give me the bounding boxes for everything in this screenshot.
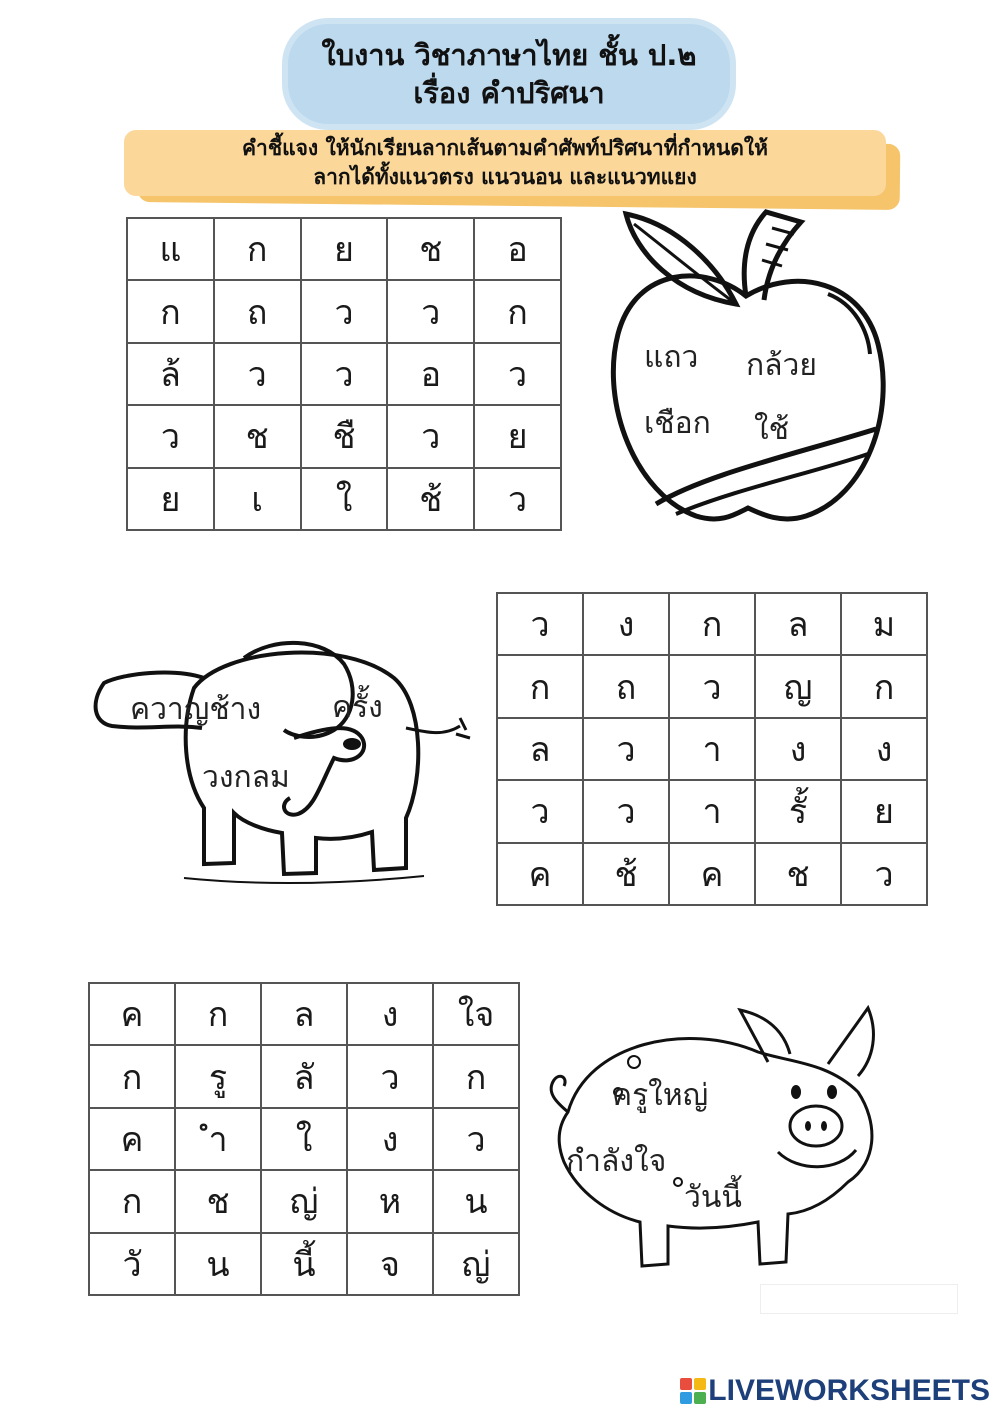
letter-cell[interactable]: ย [841,780,927,842]
puzzle-3-grid[interactable] [88,982,520,1296]
liveworksheets-logo [680,1374,990,1408]
letter-cell[interactable]: ช้ [387,468,474,530]
letter-cell[interactable]: ค [89,983,175,1045]
letter-cell[interactable]: น [175,1233,261,1295]
letter-cell[interactable]: ก [669,593,755,655]
letter-cell[interactable]: ช [755,843,841,905]
letter-cell[interactable]: ง [755,718,841,780]
letter-cell[interactable]: ก [497,655,583,717]
letter-cell[interactable]: ค [89,1108,175,1170]
pig-picture [528,1002,890,1284]
brand-square [694,1392,706,1404]
letter-cell[interactable]: นี้ [261,1233,347,1295]
letter-cell[interactable]: ค [497,843,583,905]
letter-cell[interactable]: ถ [214,280,301,342]
pig-word-2: กำลังใจ [566,1144,667,1179]
letter-cell[interactable]: ว [583,718,669,780]
grid-row [127,343,561,405]
title-banner [288,24,730,124]
letter-cell[interactable]: เ [214,468,301,530]
letter-cell[interactable]: ญ [755,655,841,717]
letter-cell[interactable]: ว [497,780,583,842]
letter-cell[interactable]: จ [347,1233,433,1295]
grid-row [497,718,927,780]
grid-row [497,843,927,905]
letter-cell[interactable]: ว [387,280,474,342]
letter-cell[interactable]: ย [474,405,561,467]
letter-cell[interactable]: ลั [261,1045,347,1107]
letter-cell[interactable]: ว [347,1045,433,1107]
letter-cell[interactable]: ว [669,655,755,717]
title-line-1: ใบงาน วิชาภาษาไทย ชั้น ป.๒ [321,38,697,72]
blank-box [760,1284,958,1314]
letter-cell[interactable]: ว [127,405,214,467]
letter-cell[interactable]: น [433,1170,519,1232]
elephant-word-2: ครั้ง [332,690,383,725]
title-line-2: เรื่อง คำปริศนา [413,76,605,110]
letter-cell[interactable]: ล [497,718,583,780]
letter-cell[interactable]: ล [261,983,347,1045]
grid-row [89,1108,519,1170]
letter-cell[interactable]: อ [474,218,561,280]
elephant-word-1: ควาญช้าง [130,692,262,727]
grid-row [89,983,519,1045]
letter-cell[interactable]: ว [841,843,927,905]
letter-cell[interactable]: ว [583,780,669,842]
letter-cell[interactable]: ช [214,405,301,467]
letter-cell[interactable]: ง [583,593,669,655]
apple-word-4: ใช้ [754,412,790,447]
grid-row [127,280,561,342]
letter-cell[interactable]: ก [214,218,301,280]
grid-row [497,655,927,717]
brand-text: LIVEWORKSHEETS [708,1374,990,1407]
letter-cell[interactable]: ถ [583,655,669,717]
letter-cell[interactable]: ว [214,343,301,405]
letter-cell[interactable]: ว [387,405,474,467]
letter-cell[interactable]: รู [175,1045,261,1107]
letter-cell[interactable]: ย [301,218,388,280]
letter-cell[interactable]: ชื [301,405,388,467]
grid-row [127,468,561,530]
grid-row [89,1045,519,1107]
letter-cell[interactable]: ว [474,343,561,405]
grid-row [497,593,927,655]
letter-cell[interactable]: ใจ [433,983,519,1045]
letter-cell[interactable]: ญ่ [433,1233,519,1295]
letter-cell[interactable]: ก [127,280,214,342]
letter-cell[interactable]: ว [433,1108,519,1170]
letter-cell[interactable]: ค [669,843,755,905]
letter-cell[interactable]: รั้ [755,780,841,842]
brand-square [680,1392,692,1404]
pig-word-3: วันนี้ [684,1180,742,1215]
letter-cell[interactable]: า [669,718,755,780]
grid-row [89,1170,519,1232]
apple-picture [596,204,896,528]
elephant-outline-icon [84,618,484,888]
letter-cell[interactable]: ก [433,1045,519,1107]
puzzle-1-grid[interactable] [126,217,562,531]
letter-cell[interactable]: ว [301,280,388,342]
instructions-line-2: ลากได้ทั้งแนวตรง แนวนอน และแนวทแยง [313,165,697,189]
letter-cell[interactable]: ล้ [127,343,214,405]
grid-row [497,780,927,842]
instructions-banner [124,130,886,196]
letter-cell[interactable]: วั [89,1233,175,1295]
letter-cell[interactable]: ำ [175,1108,261,1170]
letter-cell[interactable]: ล [755,593,841,655]
letter-cell[interactable]: แ [127,218,214,280]
elephant-word-3: วงกลม [202,760,290,795]
puzzle-2-grid[interactable] [496,592,928,906]
letter-cell[interactable]: า [669,780,755,842]
letter-cell[interactable]: ว [301,343,388,405]
letter-cell[interactable]: ก [474,280,561,342]
letter-cell[interactable]: ช [175,1170,261,1232]
grid-row [89,1233,519,1295]
letter-cell[interactable]: ง [841,718,927,780]
letter-cell[interactable]: ใ [301,468,388,530]
grid-row [127,405,561,467]
brand-square [680,1378,692,1390]
letter-cell[interactable]: ใ [261,1108,347,1170]
letter-cell[interactable]: ว [474,468,561,530]
liveworksheets-mark-icon [680,1378,706,1404]
letter-cell[interactable]: ช้ [583,843,669,905]
letter-cell[interactable]: ย [127,468,214,530]
apple-word-1: แถว [644,340,699,375]
letter-cell[interactable]: ก [841,655,927,717]
pig-word-1: ครูใหญ่ [612,1078,709,1113]
letter-cell[interactable]: ว [497,593,583,655]
letter-cell[interactable]: ก [89,1045,175,1107]
grid-row [127,218,561,280]
letter-cell[interactable]: ง [347,983,433,1045]
elephant-picture [84,618,484,888]
letter-cell[interactable]: อ [387,343,474,405]
letter-cell[interactable]: ช [387,218,474,280]
letter-cell[interactable]: ญ่ [261,1170,347,1232]
letter-cell[interactable]: ก [89,1170,175,1232]
apple-word-3: เชือก [644,406,711,441]
apple-word-2: กล้วย [746,348,817,383]
brand-square [694,1378,706,1390]
letter-cell[interactable]: ก [175,983,261,1045]
instructions-line-1: คำชี้แจง ให้นักเรียนลากเส้นตามคำศัพท์ปริศนาที่กำหนดให้ [241,136,768,160]
letter-cell[interactable]: ห [347,1170,433,1232]
letter-cell[interactable]: ง [347,1108,433,1170]
letter-cell[interactable]: ม [841,593,927,655]
